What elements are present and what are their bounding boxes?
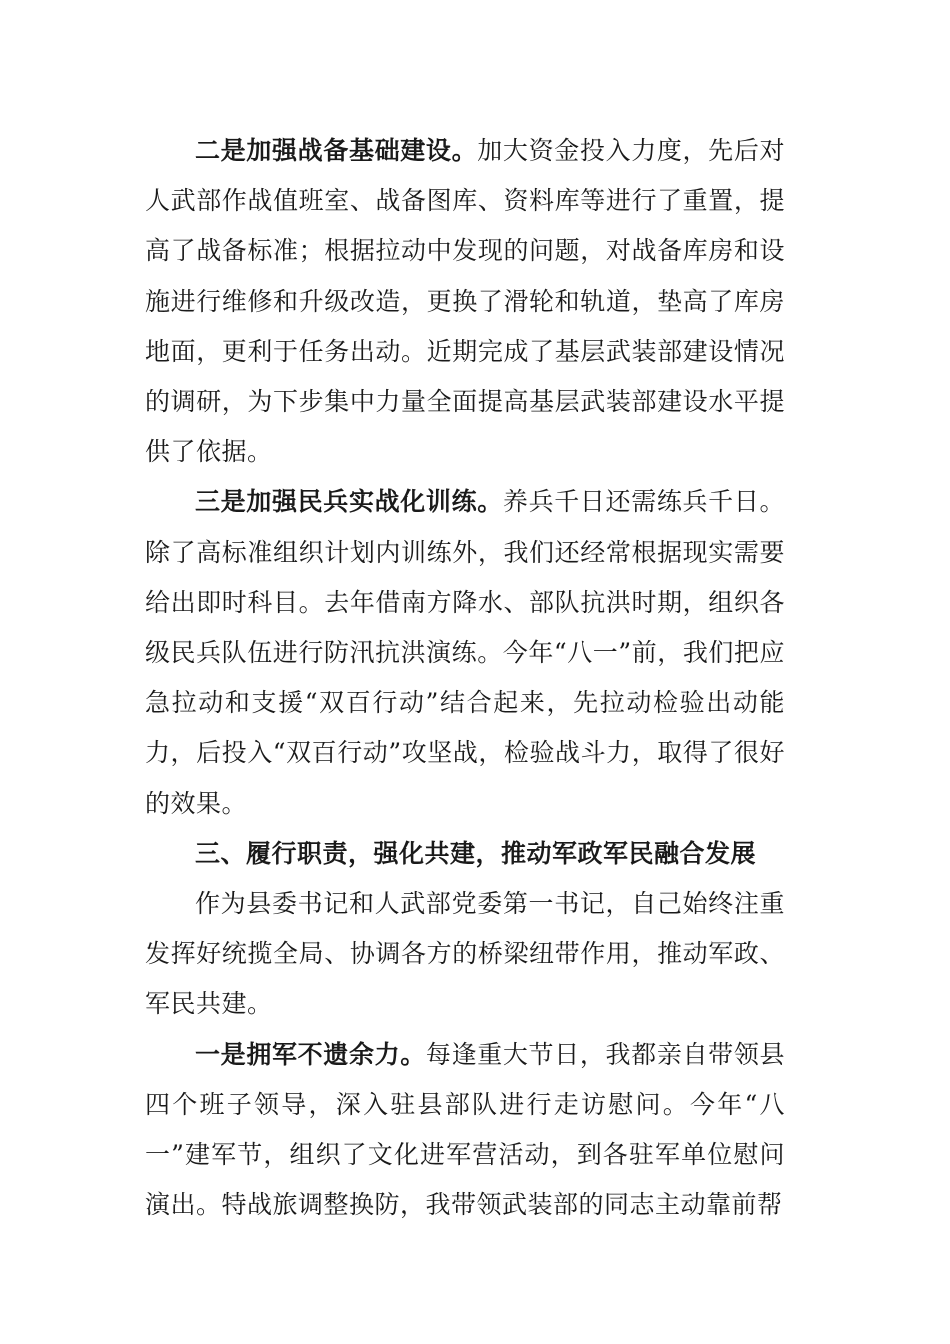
paragraph-lead: 三是加强民兵实战化训练。 [195, 487, 503, 517]
paragraph-text: 养兵千日还需练兵千日。除了高标准组织计划内训练外，我们还经常根据现实需要给出即时科目。去年借南方降水、部队抗洪时期，组织各级民兵队伍进行防汛抗洪演练。今年“八一”前，我们把应急拉动和支援“双百行动”结合起来，先拉动检验出动能力，后投入“双百行动”攻坚战，检验战斗力，取得了很好的效果。 [145, 487, 785, 818]
section-heading: 三、履行职责，强化共建，推动军政军民融合发展 [195, 838, 757, 868]
paragraph-text: 加大资金投入力度，先后对人武部作战值班室、战备图库、资料库等进行了重置，提高了战备标准；根据拉动中发现的问题，对战备库房和设施进行维修和升级改造，更换了滑轮和轨道，垫高了库房地面，更利于任务出动。近期完成了基层武装部建设情况的调研，为下步集中力量全面提高基层武装部建设水平提供了依据。 [145, 136, 785, 467]
paragraph-support-army [145, 1030, 785, 1231]
document-body [145, 126, 785, 1230]
paragraph-intro: 作为县委书记和人武部党委第一书记，自己始终注重发挥好统揽全局、协调各方的桥梁纽带作用，推动军政、军民共建。 [145, 889, 785, 1019]
paragraph-lead: 一是拥军不遗余力。 [195, 1039, 426, 1069]
paragraph-text: 每逢重大节日，我都亲自带领县四个班子领导，深入驻县部队进行走访慰问。今年“八一”建军节，组织了文化进军营活动，到各驻军单位慰问演出。特战旅调整换防，我带领武装部的同志主动靠前帮 [145, 1039, 785, 1220]
paragraph-militia-training [145, 477, 785, 828]
paragraph-combat-readiness [145, 126, 785, 477]
paragraph-lead: 二是加强战备基础建设。 [195, 136, 478, 165]
